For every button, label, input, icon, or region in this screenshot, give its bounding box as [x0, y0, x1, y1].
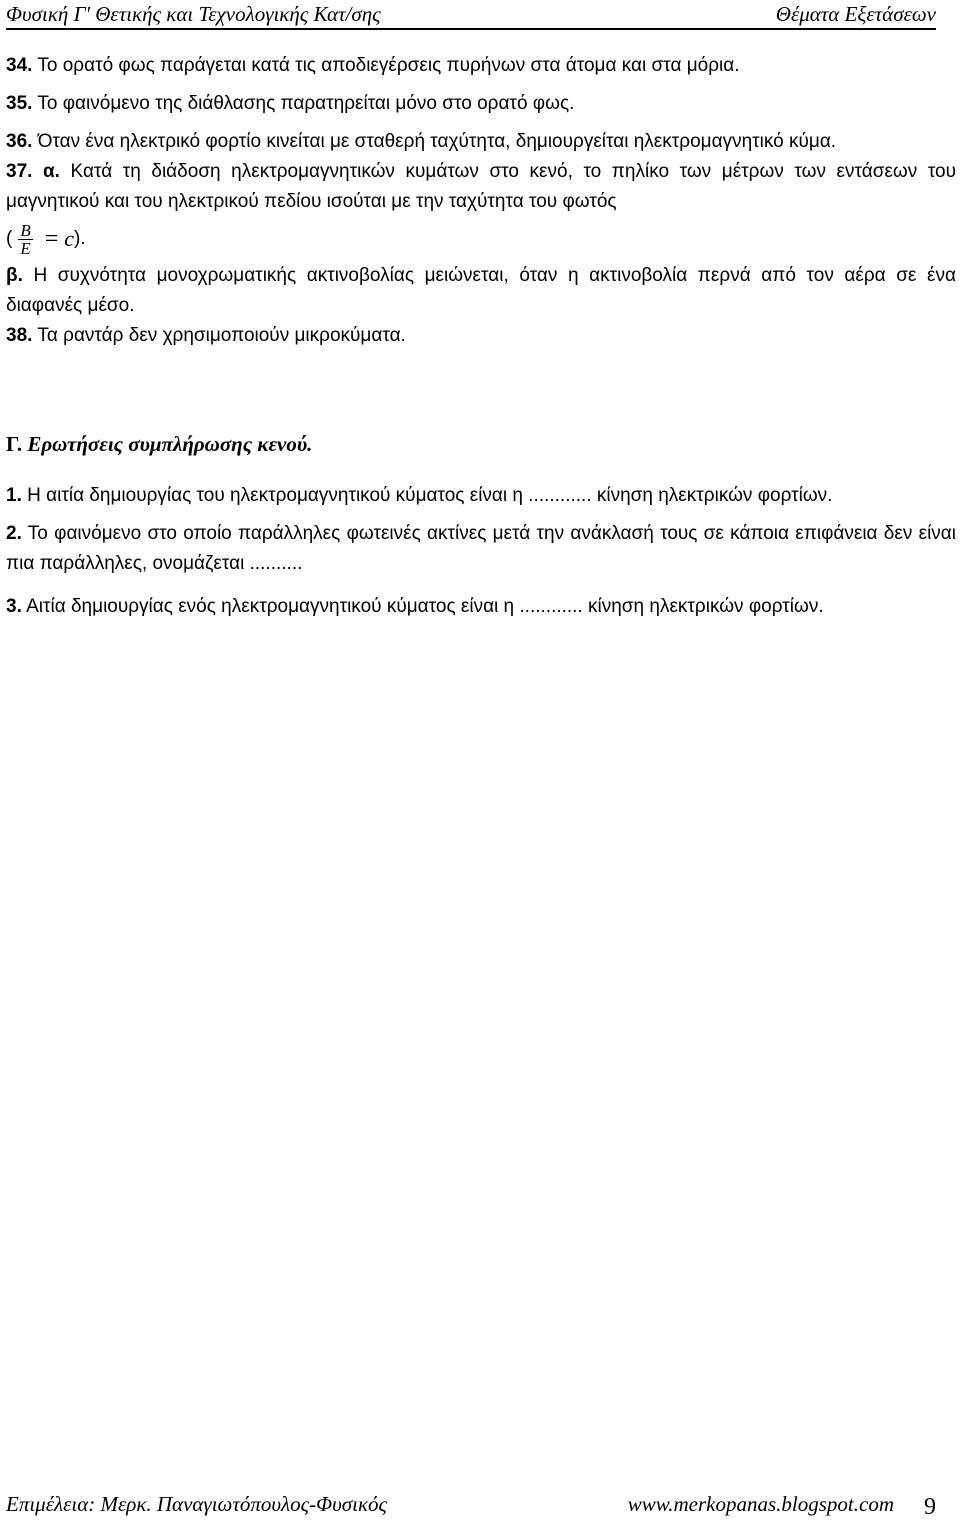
question-number: 34. [6, 55, 33, 76]
document-body [6, 51, 956, 627]
section-heading [6, 429, 956, 459]
question-34 [6, 51, 956, 81]
question-text: Το φαινόμενο της διάθλασης παρατηρείται μόνο στο ορατό φως. [37, 93, 575, 114]
formula-close-paren: ). [74, 228, 86, 250]
header-section-title: Θέματα Εξετάσεων [775, 2, 936, 26]
fraction-b-over-e [18, 222, 32, 257]
formula-line [6, 217, 956, 261]
question-number: 37. α. [6, 161, 60, 182]
question-35 [6, 89, 956, 119]
question-text: Το ορατό φως παράγεται κατά τις αποδιεγέρσεις πυρήνων στα άτομα και στα μόρια. [37, 55, 740, 76]
question-text: Η συχνότητα μονοχρωματικής ακτινοβολίας μειώνεται, όταν η ακτινοβολία περνά από τον αέρα σε ένα διαφανές μέσο. [6, 265, 956, 317]
formula-open-paren: ( [6, 228, 13, 250]
footer-website-link[interactable]: www.merkopanas.blogspot.com [627, 1492, 894, 1516]
section-title: Ερωτήσεις συμπλήρωσης κενού. [27, 432, 313, 457]
page-header [6, 0, 936, 30]
question-number: 3. [6, 596, 22, 618]
question-number: β. [6, 265, 23, 287]
question-text: Η αιτία δημιουργίας του ηλεκτρομαγνητικού κύματος είναι η ............ κίνηση ηλεκτρικών φορτίων. [27, 485, 833, 507]
question-37b [6, 261, 956, 321]
page-number: 9 [924, 1494, 936, 1520]
header-course-title: Φυσική Γ' Θετικής και Τεχνολογικής Κατ/σης [6, 2, 381, 26]
fill-question-2 [6, 519, 956, 579]
question-36 [6, 127, 956, 157]
equals-sign: = [44, 226, 59, 252]
fill-question-1 [6, 481, 956, 511]
fraction-numerator: B [20, 220, 31, 240]
question-number: 36. [6, 131, 33, 152]
question-text: Το φαινόμενο στο οποίο παράλληλες φωτεινές ακτίνες μετά την ανάκλασή τους σε κάποια επιφάνεια δεν είναι πια παράλληλες, ονομάζεται .......... [6, 523, 957, 575]
question-number: 2. [6, 523, 22, 545]
section-letter: Γ. [6, 432, 23, 457]
question-number: 1. [6, 485, 22, 507]
question-text: Κατά τη διάδοση ηλεκτρομαγνητικών κυμάτων στο κενό, το πηλίκο των μέτρων των εντάσεων του μαγνητικού και του ηλεκτρικού πεδίου ισούται με την ταχύτητα του φωτός [6, 161, 957, 212]
question-text: Τα ραντάρ δεν χρησιμοποιούν μικροκύματα. [37, 325, 406, 347]
question-number: 38. [6, 325, 33, 347]
question-37a [6, 157, 956, 217]
fill-question-3 [6, 587, 956, 627]
question-38 [6, 321, 956, 351]
page-footer [6, 1488, 936, 1518]
question-text: Αιτία δημιουργίας ενός ηλεκτρομαγνητικού κύματος είναι η ............ κίνηση ηλεκτρικών φορτίων. [26, 596, 824, 618]
question-text: Όταν ένα ηλεκτρικό φορτίο κινείται με σταθερή ταχύτητα, δημιουργείται ηλεκτρομαγνητικό κύμα. [37, 131, 837, 152]
question-number: 35. [6, 93, 33, 114]
speed-of-light-symbol: c [64, 226, 75, 251]
footer-author: Επιμέλεια: Μερκ. Παναγιωτόπουλος-Φυσικός [6, 1492, 388, 1516]
fraction-denominator: E [20, 238, 31, 258]
